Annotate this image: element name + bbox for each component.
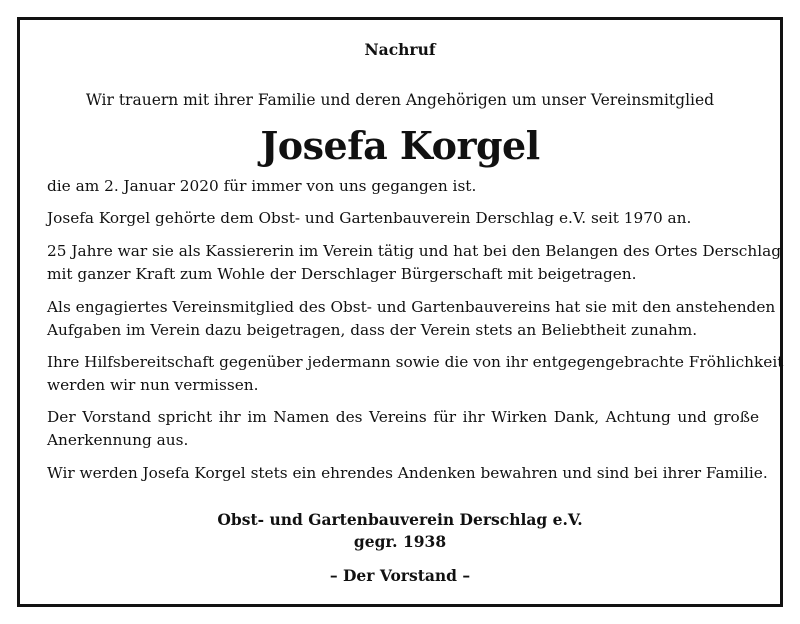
paragraph-thanks — [47, 406, 759, 452]
paragraph-line: die am 2. Januar 2020 für immer von uns gegangen ist. — [47, 177, 477, 195]
paragraph-line: Aufgaben im Verein dazu beigetragen, dass der Verein stets an Beliebtheit zunahm. — [47, 321, 698, 339]
paragraph-line: Wir werden Josefa Korgel stets ein ehrendes Andenken bewahren und sind bei ihrer Familie. — [47, 464, 768, 482]
paragraph-line: Ihre Hilfsbereitschaft gegenüber jedermann sowie die von ihr entgegengebrachte Fröhlichkeit — [47, 353, 784, 371]
notice-title: Nachruf — [364, 40, 436, 59]
paragraph-line: Als engagiertes Vereinsmitglied des Obst- und Gartenbauvereins hat sie mit den anstehenden — [47, 298, 776, 316]
paragraph-line: werden wir nun vermissen. — [47, 376, 259, 394]
signature-signed-by: – Der Vorstand – — [329, 566, 471, 585]
signature-founded: gegr. 1938 — [353, 532, 447, 551]
paragraph-helpfulness — [47, 351, 784, 397]
paragraph-line: Anerkennung aus. — [47, 431, 189, 449]
paragraph-line: mit ganzer Kraft zum Wohle der Derschlager Bürgerschaft mit beigetragen. — [47, 265, 637, 283]
paragraph-treasurer — [47, 240, 782, 286]
paragraph-line: Der Vorstand spricht ihr im Namen des Vereins für ihr Wirken Dank, Achtung und große — [47, 408, 759, 426]
deceased-name: Josefa Korgel — [260, 123, 540, 168]
obituary-notice — [17, 17, 783, 607]
paragraph-line: 25 Jahre war sie als Kassiererin im Verein tätig und hat bei den Belangen des Ortes Derschlag — [47, 242, 782, 260]
paragraph-remembrance — [47, 462, 768, 485]
paragraph-engagement — [47, 296, 776, 342]
paragraph-line: Josefa Korgel gehörte dem Obst- und Gartenbauverein Derschlag e.V. seit 1970 an. — [47, 209, 692, 227]
paragraph-date — [47, 175, 759, 198]
signature-organization: Obst- und Gartenbauverein Derschlag e.V. — [217, 510, 583, 529]
paragraph-membership — [47, 207, 759, 230]
intro-text: Wir trauern mit ihrer Familie und deren Angehörigen um unser Vereinsmitglied — [85, 91, 715, 109]
